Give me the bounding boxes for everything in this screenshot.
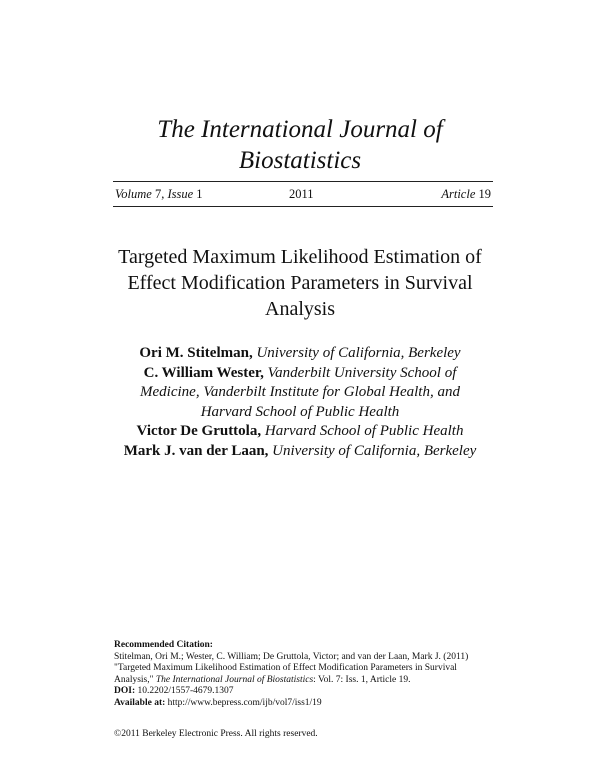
available-url-link[interactable]: http://www.bepress.com/ijb/vol7/iss1/19 <box>167 697 322 708</box>
author-affiliation: University of California, Berkeley <box>256 345 461 361</box>
author-affiliation: Vanderbilt University School of <box>267 364 457 381</box>
author-affiliation-continued <box>60 383 540 403</box>
article-title <box>80 244 520 322</box>
article-title-line-2: Effect Modification Parameters in Survival <box>127 272 473 294</box>
citation-line: Stitelman, Ori M.; Wester, C. William; De Gruttola, Victor; and van der Laan, Mark J. (2011) <box>114 651 469 662</box>
author-affiliation: Medicine, Vanderbilt Institute for Global Health, and <box>140 384 460 400</box>
citation-heading <box>114 640 514 652</box>
citation-line <box>114 675 514 687</box>
citation-text: Analysis," <box>114 674 156 685</box>
citation-available <box>114 698 514 710</box>
volume-label: Volume <box>115 187 152 201</box>
author-entry <box>60 422 540 442</box>
issue-number: 1 <box>196 187 203 201</box>
author-list <box>60 344 540 461</box>
doi-label: DOI: <box>114 686 136 696</box>
article-title-line-1: Targeted Maximum Likelihood Estimation of <box>118 246 482 268</box>
citation-line: "Targeted Maximum Likelihood Estimation of Effect Modification Parameters in Survival <box>114 663 457 673</box>
journal-title-line-2: Biostatistics <box>238 147 362 174</box>
journal-title <box>0 114 600 176</box>
header-top-rule <box>113 181 493 182</box>
author-name: Mark J. van der Laan, <box>123 442 269 459</box>
author-entry <box>60 364 540 384</box>
article-label: Article <box>441 187 476 201</box>
citation-doi <box>114 686 514 698</box>
citation-heading-text: Recommended Citation: <box>114 640 213 650</box>
author-affiliation: Harvard School of Public Health <box>200 403 400 420</box>
author-affiliation-continued <box>60 403 540 423</box>
author-name: Ori M. Stitelman, <box>139 345 253 361</box>
volume-number: 7, <box>154 187 165 201</box>
publication-year: 2011 <box>289 187 314 201</box>
issue-label: Issue <box>167 187 194 201</box>
author-affiliation: University of California, Berkeley <box>272 442 477 459</box>
article-title-line-3: Analysis <box>265 298 335 320</box>
author-entry <box>60 344 540 364</box>
copyright-notice: ©2011 Berkeley Electronic Press. All rights reserved. <box>114 729 318 739</box>
author-name: Victor De Gruttola, <box>136 423 262 439</box>
author-name: C. William Wester, <box>143 364 264 381</box>
author-affiliation: Harvard School of Public Health <box>264 423 464 439</box>
author-entry <box>60 442 540 462</box>
available-label: Available at: <box>114 697 166 708</box>
journal-title-line-1: The International Journal of <box>157 116 443 143</box>
article-number <box>441 186 491 202</box>
recommended-citation <box>114 640 514 709</box>
header-bottom-rule <box>113 206 493 207</box>
citation-text: : Vol. 7: Iss. 1, Article 19. <box>313 674 411 685</box>
doi-value[interactable]: 10.2202/1557-4679.1307 <box>137 686 234 696</box>
article-value: 19 <box>478 187 491 201</box>
volume-issue <box>115 186 203 202</box>
issue-info-line <box>113 186 493 202</box>
citation-journal: The International Journal of Biostatistics <box>155 674 314 685</box>
